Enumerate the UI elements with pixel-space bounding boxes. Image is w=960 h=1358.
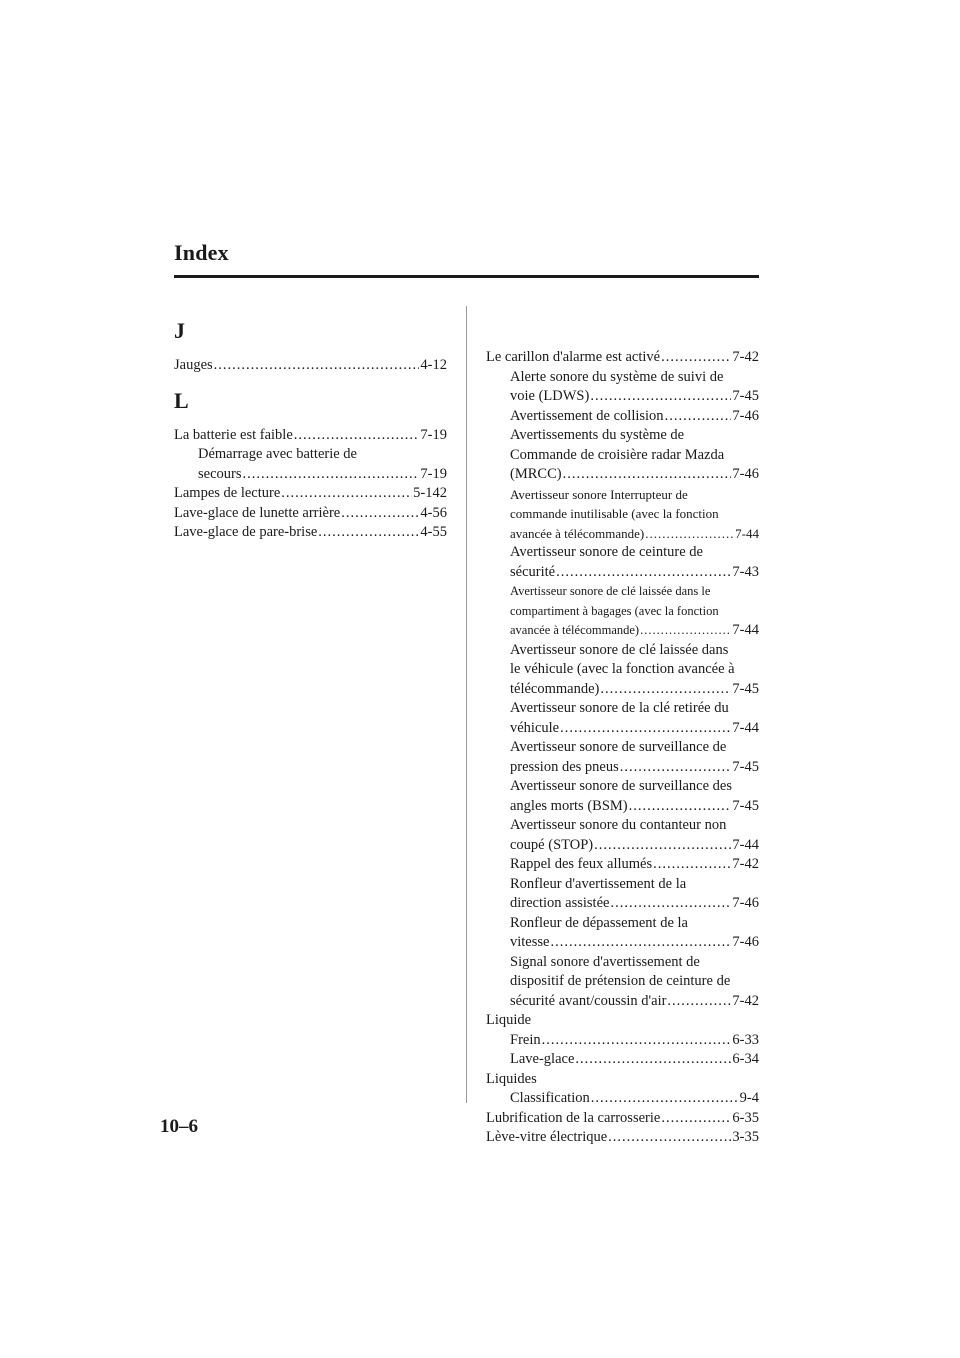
index-subentry	[486, 777, 759, 816]
entry-page: 4-12	[420, 357, 447, 373]
entry-text: Classification	[510, 1090, 590, 1106]
entry-text: Rappel des feux allumés	[510, 856, 653, 872]
entry-page: 7-46	[732, 934, 759, 950]
title-rule	[174, 275, 759, 278]
entry-text: avancée à télécommande)	[510, 623, 640, 637]
index-entry	[174, 426, 447, 446]
entry-text: télécommande)	[510, 680, 600, 697]
entry-page: 7-44	[732, 622, 759, 638]
entry-page: 3-35	[732, 1129, 759, 1145]
left-index-column	[174, 318, 447, 543]
index-subentry	[174, 445, 447, 484]
index-subentry	[486, 699, 759, 738]
index-entry	[486, 348, 759, 368]
entry-page: 5-142	[413, 485, 447, 501]
column-divider	[466, 306, 467, 1103]
index-subentry	[486, 368, 759, 407]
entry-text: secours	[198, 465, 242, 482]
index-subentry	[486, 738, 759, 777]
index-entry	[174, 504, 447, 524]
index-subentry	[486, 855, 759, 875]
entry-text: Alerte sonore du système de suivi de	[510, 368, 724, 385]
entry-page: 7-19	[420, 465, 447, 482]
entry-text: Lave-glace de pare-brise	[174, 524, 318, 540]
entry-text: Avertisseur sonore du contanteur non	[510, 817, 727, 833]
index-subentry	[486, 641, 759, 700]
page-number: 10–6	[160, 1116, 198, 1137]
index-entry	[174, 356, 447, 376]
entry-text: Avertisseur sonore de clé laissée dans le	[510, 584, 711, 598]
entry-page: 7-46	[732, 466, 759, 482]
entry-page: 7-42	[732, 992, 759, 1009]
entry-page: 6-35	[732, 1109, 759, 1126]
index-subentry	[486, 816, 759, 855]
entry-text: commande inutilisable (avec la fonction	[510, 506, 719, 521]
entry-text: Démarrage avec batterie de	[198, 446, 357, 462]
entry-page: 4-56	[420, 504, 447, 521]
entry-page: 7-45	[732, 797, 759, 814]
entry-text: Avertissements du système de	[510, 427, 685, 443]
index-subentry	[486, 953, 759, 1012]
entry-page: 7-45	[732, 388, 759, 404]
entry-page: 7-43	[732, 563, 759, 580]
entry-page: 7-42	[732, 856, 759, 872]
entry-page: 7-19	[420, 426, 447, 443]
index-subentry	[486, 875, 759, 914]
entry-text: Avertisseur sonore de ceinture de	[510, 544, 703, 560]
entry-text: pression des pneus	[510, 758, 619, 775]
entry-text: Avertisseur sonore Interrupteur de	[510, 486, 688, 502]
entry-text: Avertisseur sonore de surveillance de	[510, 739, 727, 755]
section-letter-l: L	[174, 387, 189, 413]
entry-text: Lave-glace	[510, 1051, 575, 1067]
index-entry	[486, 1011, 759, 1031]
entry-page: 7-44	[735, 525, 759, 541]
entry-text: le véhicule (avec la fonction avancée à	[510, 661, 735, 677]
entry-text: Lampes de lecture	[174, 485, 281, 501]
index-subentry	[486, 914, 759, 953]
index-subentry	[486, 407, 759, 427]
entry-text: avancée à télécommande)	[510, 525, 645, 541]
entry-text: véhicule	[510, 719, 560, 736]
entry-text: Liquide	[486, 1012, 532, 1028]
entry-page: 6-34	[732, 1051, 759, 1067]
entry-page: 7-45	[732, 680, 759, 697]
entry-text: Avertisseur sonore de clé laissée dans	[510, 641, 729, 658]
index-entry	[486, 1128, 759, 1148]
entry-text: Signal sonore d'avertissement de	[510, 953, 700, 970]
entry-page: 7-42	[732, 349, 759, 365]
entry-page: 6-33	[732, 1031, 759, 1048]
index-entry	[486, 1109, 759, 1129]
index-subentry	[486, 543, 759, 582]
entry-text: vitesse	[510, 934, 550, 950]
index-entry	[174, 523, 447, 543]
entry-text: Ronfleur de dépassement de la	[510, 914, 688, 931]
index-subentry	[486, 1050, 759, 1070]
right-index-column	[486, 348, 759, 1148]
entry-text: Ronfleur d'avertissement de la	[510, 875, 687, 892]
index-subentry	[486, 1089, 759, 1109]
entry-text: Le carillon d'alarme est activé	[486, 349, 661, 365]
entry-text: Commande de croisière radar Mazda	[510, 446, 725, 463]
entry-page: 7-46	[732, 895, 759, 911]
entry-text: angles morts (BSM)	[510, 797, 628, 814]
entry-page: 9-4	[739, 1090, 759, 1106]
index-entry	[174, 484, 447, 504]
entry-page: 7-45	[732, 758, 759, 775]
entry-page: 7-44	[732, 719, 759, 736]
entry-text: voie (LDWS)	[510, 388, 590, 404]
entry-text: Lave-glace de lunette arrière	[174, 504, 341, 521]
entry-text: La batterie est faible	[174, 426, 293, 443]
entry-text: Lubrification de la carrosserie	[486, 1109, 661, 1126]
page-title: Index	[174, 240, 229, 265]
entry-page: 4-55	[420, 524, 447, 540]
entry-text: Liquides	[486, 1070, 537, 1087]
entry-text: direction assistée	[510, 895, 610, 911]
entry-text: compartiment à bagages (avec la fonction	[510, 603, 719, 618]
index-subentry	[486, 426, 759, 485]
entry-text: coupé (STOP)	[510, 836, 594, 853]
entry-text: Jauges	[174, 357, 213, 373]
entry-text: Avertisseur sonore de la clé retirée du	[510, 700, 729, 716]
entry-text: sécurité	[510, 563, 556, 580]
entry-text: Lève-vitre électrique	[486, 1129, 608, 1145]
index-entry	[486, 1070, 759, 1090]
entry-text: sécurité avant/coussin d'air	[510, 992, 667, 1009]
index-subentry	[486, 485, 759, 544]
entry-text: (MRCC)	[510, 466, 562, 482]
entry-text: Frein	[510, 1031, 541, 1048]
section-letter-j: J	[174, 318, 185, 343]
entry-page: 7-46	[732, 407, 759, 424]
entry-page: 7-44	[732, 836, 759, 853]
entry-text: dispositif de prétension de ceinture de	[510, 973, 731, 989]
index-subentry	[486, 1031, 759, 1051]
entry-text: Avertissement de collision	[510, 407, 664, 424]
entry-text: Avertisseur sonore de surveillance des	[510, 778, 732, 794]
index-subentry	[486, 582, 759, 641]
